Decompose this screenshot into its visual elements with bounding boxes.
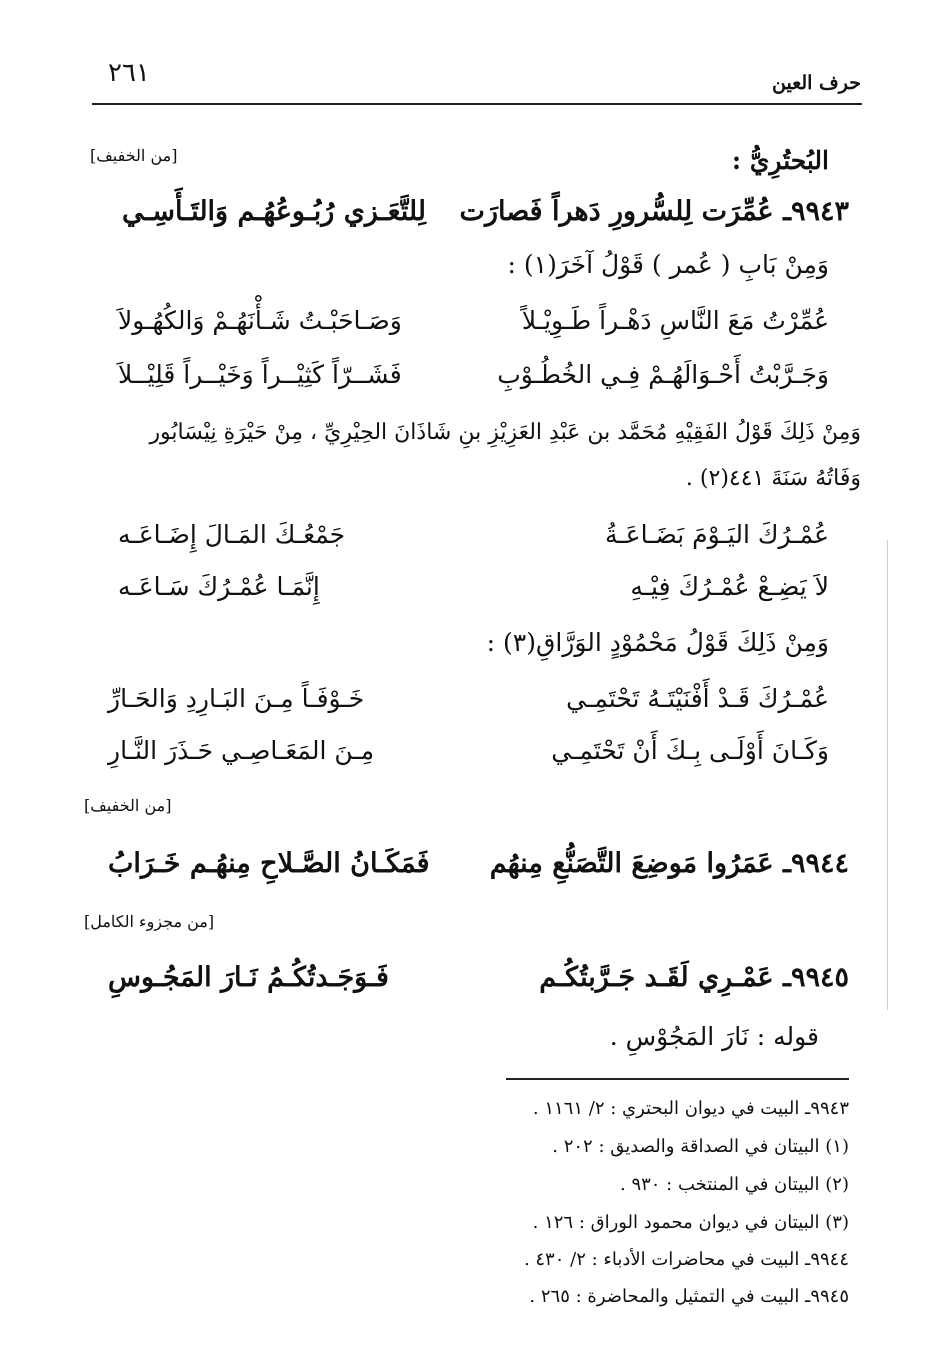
meter-label: [من مجزوء الكامل] — [84, 912, 215, 931]
intro-line: وَمِنْ بَابِ ( عُمر ) قَوْلُ آخَرَ(١) : — [507, 250, 829, 279]
footnote: ٩٩٤٣ـ البيت في ديوان البحتري : ٢/ ١١٦١ . — [532, 1098, 849, 1119]
footnote: ٩٩٤٤ـ البيت في محاضرات الأدباء : ٢/ ٤٣٠ . — [523, 1249, 849, 1270]
footnote: (١) البيتان في الصداقة والصديق : ٢٠٢ . — [552, 1136, 849, 1157]
meter-label: [من الخفيف] — [90, 146, 178, 165]
prose-line: وَمِنْ ذَلِكَ قَوْلُ الفَقِيْهِ مُحَمَّد بن عَبْدِ العَزِيْزِ بنِ شَاذَانَ الحِيْرِيِّ ، مِنْ حَيْرَةِ نِيْسَابُور — [149, 420, 861, 445]
footnote: (٣) البيتان في ديوان محمود الوراق : ١٢٦ . — [532, 1212, 849, 1233]
verse-line-left: فَشَــرّاً كَثِيْــراً وَخَيْــراً قَلِيْــلاَ — [118, 360, 402, 389]
verse-9944-first-hemistich: ٩٩٤٤ـ عَمَرُوا مَوضِعَ التَّصَنُّعِ مِنهُم — [489, 848, 849, 879]
verse-line-right: وَجَـرَّبْتُ أَحْـوَالَهُـمْ فِـي الخُطُـوْبِ — [497, 360, 829, 389]
header-rule — [92, 103, 862, 105]
verse-line-left: خَـوْفَـاً مِـنَ البَـارِدِ وَالحَـارِّ — [108, 684, 365, 713]
verse-9945-first-hemistich: ٩٩٤٥ـ عَمْـرِي لَقَـد جَـرَّبتُكُـم — [539, 962, 849, 993]
verse-line-right: عُمْـرُكَ اليَـوْمَ بَضَـاعَـةُ — [604, 520, 829, 549]
verse-line-right: عُمِّرْتُ مَعَ النَّاسِ دَهْـراً طَـوِيْـلاً — [521, 306, 829, 335]
footnote: (٢) البيتان في المنتخب : ٩٣٠ . — [619, 1174, 849, 1195]
verse-line-right: عُمْـرُكَ قَـدْ أَفْنَيْتَـهُ تَحْتَمِـي — [566, 684, 829, 713]
verse-line-left: جَمْعُـكَ المَـالَ إِضَـاعَـه — [118, 520, 346, 549]
prose-line: وَفَاتُهُ سَنَةَ ٤٤١(٢) . — [685, 466, 861, 491]
poet-name: البُحتُرِيُّ : — [731, 146, 829, 175]
verse-line-left: إِنَّمَـا عُمْـرُكَ سَـاعَـه — [118, 572, 320, 601]
running-head: حرف العين — [772, 72, 861, 94]
verse-9944-second-hemistich: فَمَكَـانُ الصَّـلاحِ مِنهُـم خَـرَابُ — [108, 848, 430, 879]
scan-edge-line — [887, 540, 888, 1010]
verse-line-left: مِـنَ المَعَـاصِـي حَـذَرَ النَّـارِ — [108, 736, 375, 765]
footnote-rule — [506, 1078, 849, 1080]
intro-line: وَمِنْ ذَلِكَ قَوْلُ مَحْمُوْدٍ الوَرَّاقِ(٣) : — [486, 628, 829, 657]
verse-9945-second-hemistich: فَـوَجَـدتُكُـمُ نَـارَ المَجُـوسِ — [108, 962, 389, 993]
verse-9943-second-hemistich: لِلتَّعَـزي رُبُـوعُهُـم وَالتَـأَسِـي — [122, 196, 427, 227]
commentary-line: قوله : نَارَ المَجُوْسِ . — [609, 1022, 819, 1051]
verse-line-left: وَصَـاحَبْـتُ شَـأْنَهُـمْ وَالكُهُـولاَ — [118, 306, 402, 335]
verse-line-right: وَكَـانَ أَوْلَـى بِـكَ أَنْ تَحْتَمِـي — [551, 736, 829, 765]
page-number: ٢٦١ — [108, 58, 150, 88]
verse-9943-first-hemistich: ٩٩٤٣ـ عُمِّرَت لِلسُّرورِ دَهراً فَصارَت — [459, 196, 849, 227]
meter-label: [من الخفيف] — [84, 796, 172, 815]
footnote: ٩٩٤٥ـ البيت في التمثيل والمحاضرة : ٢٦٥ . — [529, 1286, 849, 1307]
verse-line-right: لاَ يَضِـعْ عُمْـرُكَ فِيْـهِ — [630, 572, 829, 601]
